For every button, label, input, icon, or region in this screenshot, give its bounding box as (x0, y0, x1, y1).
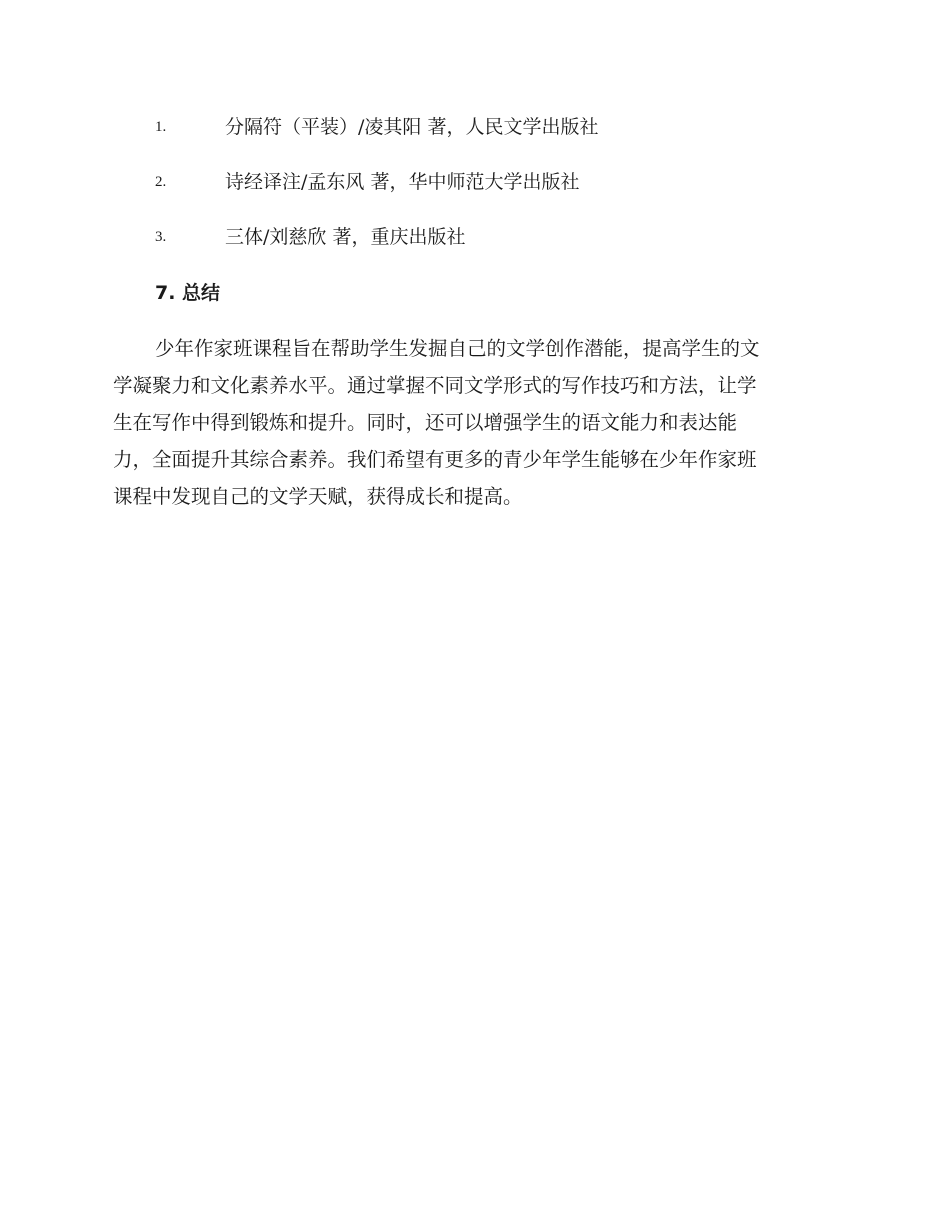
paragraph-line: 少年作家班课程旨在帮助学生发掘自己的文学创作潜能，提高学生的文 (155, 337, 760, 360)
reference-item (0, 220, 950, 254)
reference-number: 2. (155, 174, 167, 190)
paragraph-line: 课程中发现自己的文学天赋，获得成长和提高。 (113, 485, 523, 508)
reference-number: 3. (155, 229, 167, 245)
summary-paragraph (113, 330, 837, 515)
paragraph-line: 学凝聚力和文化素养水平。通过掌握不同文学形式的写作技巧和方法，让学 (113, 374, 757, 397)
reference-text: 分隔符（平装）/凌其阳 著，人民文学出版社 (225, 116, 599, 138)
reference-item (0, 110, 950, 144)
reference-number: 1. (155, 119, 167, 135)
reference-text: 诗经译注/孟东风 著，华中师范大学出版社 (225, 171, 580, 193)
reference-text: 三体/刘慈欣 著，重庆出版社 (225, 226, 466, 248)
paragraph-line: 生在写作中得到锻炼和提升。同时，还可以增强学生的语文能力和表达能 (113, 411, 738, 434)
section-heading: 7. 总结 (155, 282, 221, 304)
reference-item (0, 165, 950, 199)
paragraph-line: 力，全面提升其综合素养。我们希望有更多的青少年学生能够在少年作家班 (113, 448, 757, 471)
